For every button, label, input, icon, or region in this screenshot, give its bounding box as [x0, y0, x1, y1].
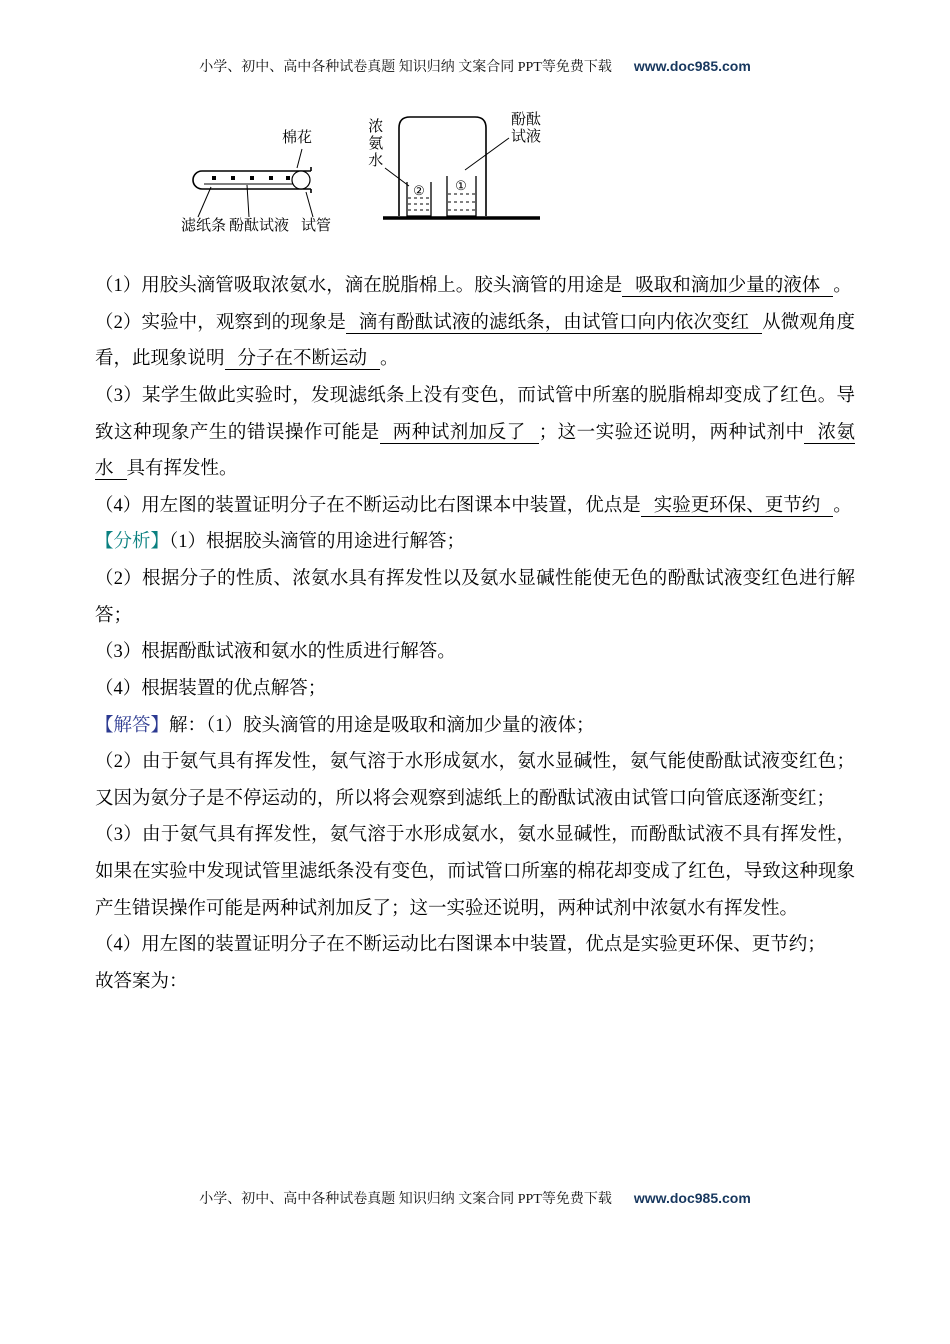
answer-blank-3b: 浓氨水	[95, 422, 855, 480]
analysis-paragraph-1	[95, 524, 855, 561]
question-1	[95, 268, 855, 305]
analysis-item-1: （1）根据胶头滴管的用途进行解答；	[169, 532, 466, 553]
analysis-paragraph-3: （3）根据酚酞试液和氨水的性质进行解答。	[95, 642, 456, 663]
question-3	[95, 378, 855, 488]
header-link[interactable]: www.doc985.com	[633, 58, 751, 74]
phenolphthalein-label-right: 酚酞试液	[511, 112, 542, 146]
question-2-text: （2）实验中，观察到的现象是	[95, 312, 346, 333]
experiment-diagram-left	[181, 118, 359, 246]
question-2-mid: 从微观角度看，此现象说明	[95, 312, 855, 370]
beaker1-number: ①	[455, 178, 467, 193]
ammonia-label: 浓氨水	[366, 118, 383, 169]
question-3-text: （3）某学生做此实验时，发现滤纸条上没有变色，而试管中所塞的脱脂棉却变成了红色。导致这种现象产生的错误操作可能是	[95, 385, 855, 443]
question-2-end: 。	[380, 349, 399, 370]
question-4	[95, 488, 855, 525]
question-4-text: （4）用左图的装置证明分子在不断运动比右图课本中装置，优点是	[95, 495, 641, 516]
header-text: 小学、初中、高中各种试卷真题 知识归纳 文案合同 PPT等免费下载	[199, 60, 612, 75]
page-header	[95, 56, 855, 76]
question-1-end: 。	[833, 276, 852, 296]
question-2	[95, 305, 855, 378]
answer-blank-2a: 滴有酚酞试液的滤纸条，由试管口向内依次变红	[346, 313, 762, 334]
question-4-end: 。	[833, 495, 852, 516]
cotton-label: 棉花	[282, 130, 313, 146]
question-and-solution-body	[95, 268, 855, 1001]
solution-paragraph-4: （4）用左图的装置证明分子在不断运动比右图课本中装置，优点是实验更环保、更节约；	[95, 935, 826, 956]
experiment-diagram-right	[365, 106, 550, 248]
solution-paragraph-5: 故答案为：	[95, 971, 188, 992]
filter-strip-label: 滤纸条	[181, 218, 227, 234]
analysis-paragraph-2: （2）根据分子的性质、浓氨水具有挥发性以及氨水显碱性能使无色的酚酞试液变红色进行解答；	[95, 569, 855, 626]
answer-blank-2b: 分子在不断运动	[225, 349, 381, 370]
page-footer	[0, 1188, 950, 1208]
answer-blank-3a: 两种试剂加反了	[380, 423, 539, 444]
experiment-diagrams	[95, 106, 855, 254]
question-1-text: （1）用胶头滴管吸取浓氨水，滴在脱脂棉上。胶头滴管的用途是	[95, 276, 623, 296]
footer-link[interactable]: www.doc985.com	[633, 1190, 751, 1206]
question-3-end: 具有挥发性。	[126, 459, 238, 480]
solution-paragraph-2: （2）由于氨气具有挥发性，氨气溶于水形成氨水，氨水显碱性，氨气能使酚酞试液变红色；又因为氨分子是不停运动的，所以将会观察到滤纸上的酚酞试液由试管口向管底逐渐变红；	[95, 752, 855, 809]
footer-text: 小学、初中、高中各种试卷真题 知识归纳 文案合同 PPT等免费下载	[199, 1192, 612, 1207]
solution-paragraph-1	[95, 708, 855, 745]
analysis-label: 【分析】	[95, 532, 170, 553]
beaker2-number: ②	[413, 183, 425, 198]
answer-blank-4: 实验更环保、更节约	[641, 496, 834, 517]
solution-paragraph-3: （3）由于氨气具有挥发性，氨气溶于水形成氨水，氨水显碱性，而酚酞试液不具有挥发性，如果在实验中发现试管里滤纸条没有变色，而试管口所塞的棉花却变成了红色，导致这种现象产生错误操作可能是两种试剂加反了；这一实验还说明，两种试剂中浓氨水有挥发性。	[95, 825, 855, 919]
analysis-paragraph-4: （4）根据装置的优点解答；	[95, 678, 327, 699]
answer-blank-1: 吸取和滴加少量的液体	[622, 276, 833, 297]
test-tube-label: 试管	[301, 218, 332, 234]
solution-label: 【解答】	[95, 715, 170, 736]
question-3-mid: ；这一实验还说明，两种试剂中	[538, 422, 805, 443]
phenolphthalein-label-left: 酚酞试液	[229, 218, 290, 234]
solution-item-1: 解：（1）胶头滴管的用途是吸取和滴加少量的液体；	[169, 715, 595, 736]
